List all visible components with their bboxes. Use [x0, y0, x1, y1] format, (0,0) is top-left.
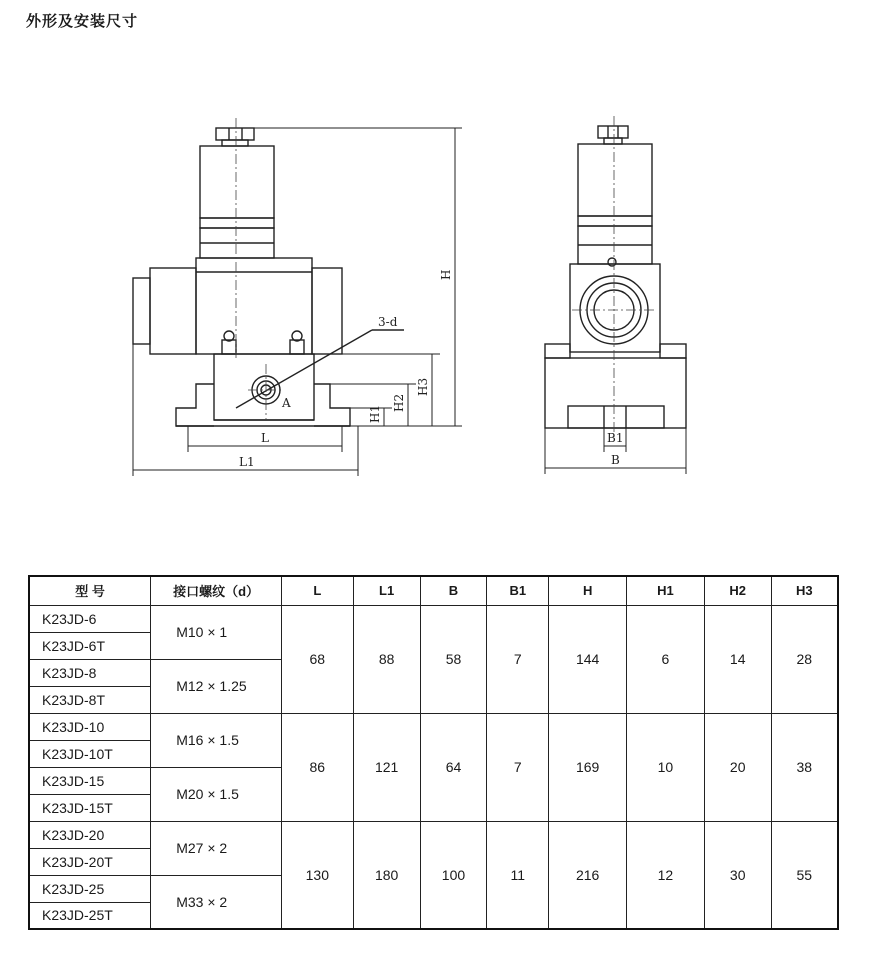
table-header-row	[29, 576, 838, 605]
thread-cell: M27 × 2	[151, 821, 282, 875]
header-L: L	[281, 576, 353, 605]
header-H: H	[549, 576, 627, 605]
L-cell: 130	[281, 821, 353, 929]
label-H2: H2	[392, 393, 406, 412]
H2-cell: 14	[704, 605, 771, 713]
H-cell: 169	[549, 713, 627, 821]
H3-cell: 55	[771, 821, 838, 929]
model-cell: K23JD-8T	[29, 686, 151, 713]
thread-cell: M33 × 2	[151, 875, 282, 929]
thread-cell: M12 × 1.25	[151, 659, 282, 713]
side-view	[545, 126, 686, 428]
L1-cell: 88	[353, 605, 420, 713]
B1-cell: 11	[487, 821, 549, 929]
L-cell: 86	[281, 713, 353, 821]
H1-cell: 12	[627, 821, 705, 929]
B-cell: 100	[420, 821, 487, 929]
table-row	[29, 713, 838, 740]
B1-cell: 7	[487, 713, 549, 821]
L1-cell: 121	[353, 713, 420, 821]
label-3d: 3-d	[378, 315, 398, 329]
page-title: 外形及安装尺寸	[26, 12, 139, 30]
H-cell: 144	[549, 605, 627, 713]
model-cell: K23JD-10T	[29, 740, 151, 767]
H1-cell: 10	[627, 713, 705, 821]
B-cell: 64	[420, 713, 487, 821]
header-H3: H3	[771, 576, 838, 605]
label-H: H	[439, 269, 453, 280]
B1-cell: 7	[487, 605, 549, 713]
dimension-table	[28, 575, 839, 930]
header-model: 型 号	[29, 576, 151, 605]
label-H3: H3	[416, 377, 430, 396]
L-cell: 68	[281, 605, 353, 713]
model-cell: K23JD-20T	[29, 848, 151, 875]
thread-cell: M10 × 1	[151, 605, 282, 659]
L1-cell: 180	[353, 821, 420, 929]
H-cell: 216	[549, 821, 627, 929]
label-L: L	[261, 431, 269, 445]
model-cell: K23JD-20	[29, 821, 151, 848]
header-L1: L1	[353, 576, 420, 605]
label-B1: B1	[607, 431, 624, 445]
header-H1: H1	[627, 576, 705, 605]
B-cell: 58	[420, 605, 487, 713]
model-cell: K23JD-25T	[29, 902, 151, 929]
header-thread: 接口螺纹（d）	[151, 576, 282, 605]
H3-cell: 28	[771, 605, 838, 713]
model-cell: K23JD-15	[29, 767, 151, 794]
H3-cell: 38	[771, 713, 838, 821]
model-cell: K23JD-10	[29, 713, 151, 740]
header-B1: B1	[487, 576, 549, 605]
front-view	[133, 128, 404, 426]
model-cell: K23JD-6T	[29, 632, 151, 659]
H2-cell: 30	[704, 821, 771, 929]
label-L1: L1	[239, 455, 255, 469]
label-A: A	[282, 396, 291, 410]
header-B: B	[420, 576, 487, 605]
model-cell: K23JD-15T	[29, 794, 151, 821]
H2-cell: 20	[704, 713, 771, 821]
model-cell: K23JD-8	[29, 659, 151, 686]
model-cell: K23JD-6	[29, 605, 151, 632]
model-cell: K23JD-25	[29, 875, 151, 902]
dimension-labels	[239, 270, 623, 469]
thread-cell: M20 × 1.5	[151, 767, 282, 821]
table-row	[29, 821, 838, 848]
label-B: B	[611, 453, 620, 467]
thread-cell: M16 × 1.5	[151, 713, 282, 767]
label-H1: H1	[368, 404, 382, 423]
H1-cell: 6	[627, 605, 705, 713]
table-row	[29, 605, 838, 632]
front-dimensions	[133, 128, 462, 476]
header-H2: H2	[704, 576, 771, 605]
